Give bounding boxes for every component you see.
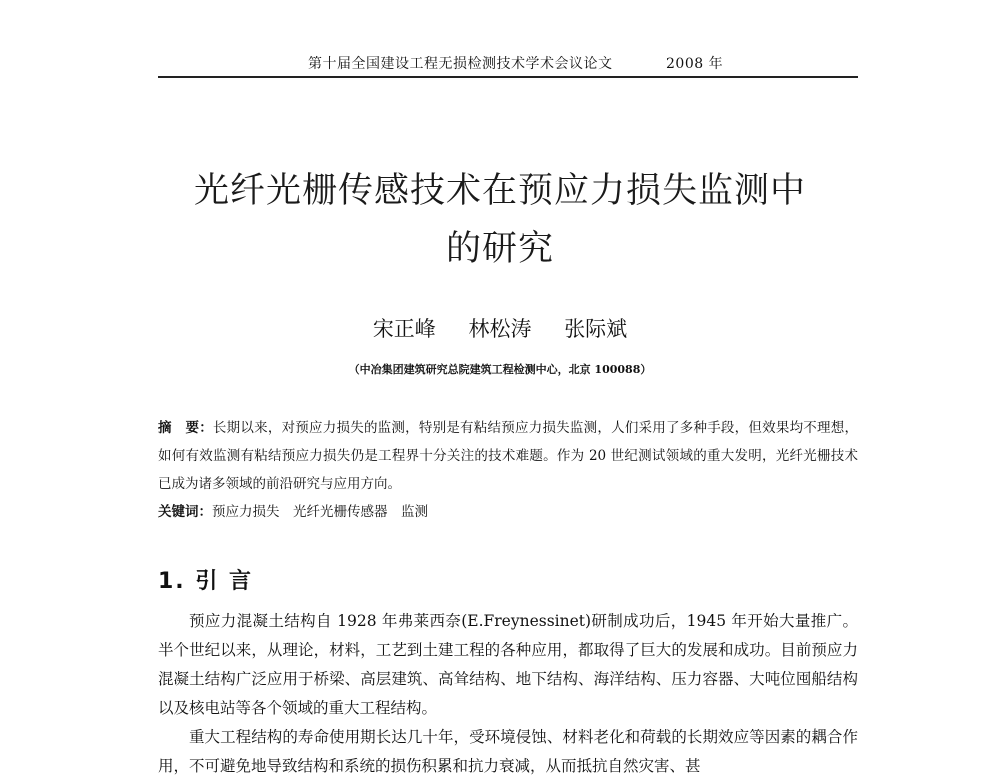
conference-year: 2008 年 [666, 56, 724, 72]
section-heading [158, 564, 253, 595]
body-text [158, 607, 858, 781]
paragraph: 预应力混凝土结构自 1928 年弗莱西奈(E.Freynessinet)研制成功后，1945 年开始大量推广。半个世纪以来，从理论，材料，工艺到土建工程的各种应用，都取得了巨大的发展和成功。目前预应力混凝土结构广泛应用于桥梁、高层建筑、高耸结构、地下结构、海洋结构、压力容器、大吨位囤船结构以及核电站等各个领域的重大工程结构。 [158, 612, 858, 717]
affiliation: （中冶集团建筑研究总院建筑工程检测中心，北京 100088） [348, 363, 652, 376]
abstract-text: 长期以来，对预应力损失的监测，特别是有粘结预应力损失监测，人们采用了多种手段，但效果均不理想，如何有效监测有粘结预应力损失仍是工程界十分关注的技术难题。作为 20 世纪测试领域的重大发明，光纤光栅技术已成为诸多领域的前沿研究与应用方向。 [158, 420, 859, 492]
abstract-label: 摘 要： [158, 420, 213, 436]
keywords [158, 498, 858, 526]
author-name: 张际斌 [564, 317, 628, 341]
section-title: 引 言 [195, 569, 254, 594]
section-number: 1. [158, 569, 186, 594]
title-line-1: 光纤光栅传感技术在预应力损失监测中 [193, 171, 806, 211]
abstract [158, 414, 858, 498]
keywords-label: 关键词： [158, 504, 212, 520]
running-header [158, 50, 858, 78]
conference-name: 第十届全国建设工程无损检测技术学术会议论文 [308, 56, 613, 72]
paper-title [150, 162, 850, 278]
author-name: 林松涛 [468, 317, 532, 341]
paragraph: 重大工程结构的寿命使用期长达几十年，受环境侵蚀、材料老化和荷载的长期效应等因素的耦合作用，不可避免地导致结构和系统的损伤积累和抗力衰减，从而抵抗自然灾害、甚 [158, 728, 858, 775]
author-name: 宋正峰 [372, 317, 436, 341]
author-list [150, 313, 850, 343]
title-line-2: 的研究 [445, 229, 554, 269]
keywords-text: 预应力损失 光纤光栅传感器 监测 [212, 504, 428, 520]
